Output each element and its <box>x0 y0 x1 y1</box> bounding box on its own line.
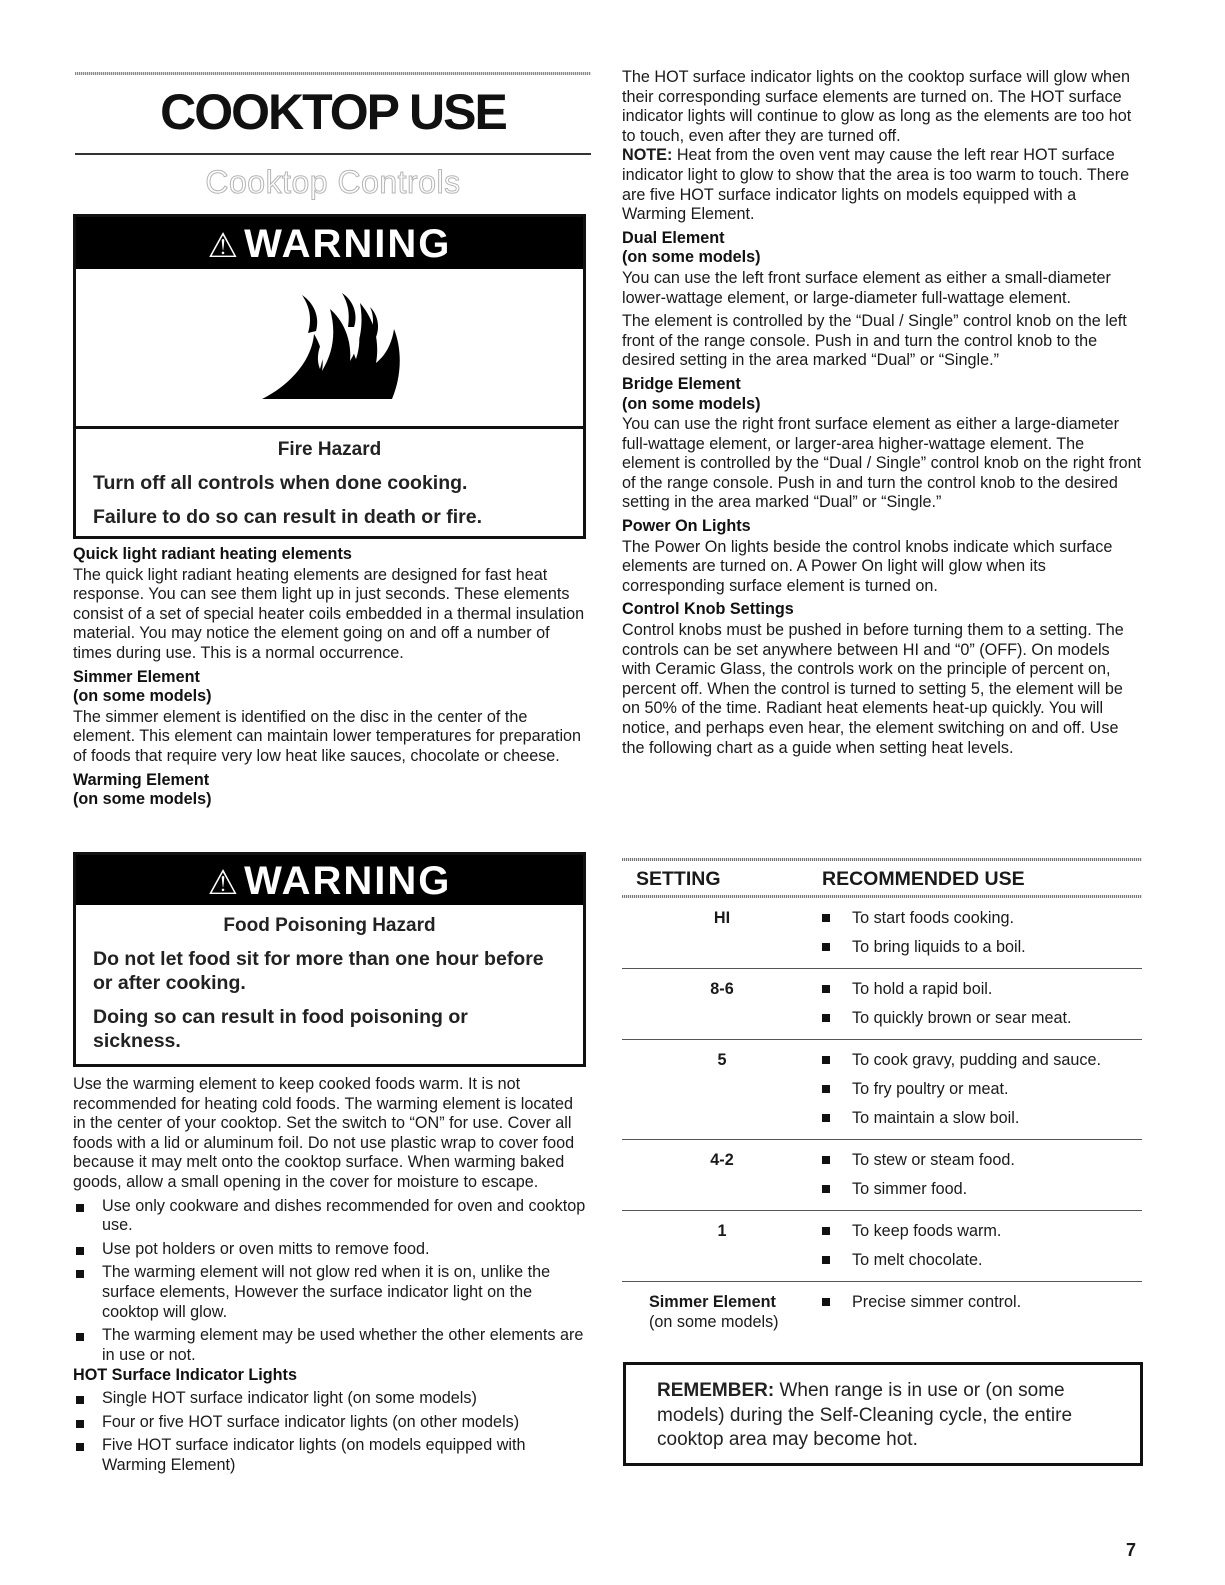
fire-warning-line-2: Failure to do so can result in death or fire. <box>93 506 482 528</box>
fire-icon <box>76 269 583 426</box>
bullet-icon <box>822 943 830 951</box>
hot-lights-heading: HOT Surface Indicator Lights <box>73 1366 297 1385</box>
note-label: NOTE: <box>622 146 673 165</box>
simmer-heading: Simmer Element <box>73 667 200 686</box>
table-row <box>622 898 1142 969</box>
dual-subheading: (on some models) <box>622 248 761 267</box>
list-item: The warming element will not glow red when it is on, unlike the surface elements, However the surface indicator light on the cooktop will glow. <box>73 1263 588 1322</box>
dual-heading: Dual Element <box>622 228 725 247</box>
warming-subheading: (on some models) <box>73 790 212 809</box>
simmer-text: The simmer element is identified on the disc in the center of the element. This element can maintain lower temperatures for preparation of foods that require very low heat like sauces, chocolate or cheese. <box>73 707 582 765</box>
food-hazard-label: Food Poisoning Hazard <box>223 915 436 936</box>
note-text: Heat from the oven vent may cause the left rear HOT surface indicator light to glow to show that the area is too warm to touch. There are five HOT surface indicator lights on models equipped with a Warming Element. <box>622 146 1130 224</box>
setting-value: 8-6 <box>710 980 734 998</box>
bridge-subheading: (on some models) <box>622 394 761 413</box>
quick-light-text: The quick light radiant heating elements are designed for fast heat response. You can see them light up in just seconds. These elements consist of a set of special heater coils embedded in a thermal insulation material. You may notice the element going on and off a number of times during use. This is a normal occurrence. <box>73 565 585 662</box>
hot-lights-text: The HOT surface indicator lights on the cooktop surface will glow when their corresponding surface elements are turned on. The HOT surface indicator lights will continue to glow as long as the elements are too hot to touch, even after they are turned off. <box>622 68 1132 145</box>
column-header-setting: SETTING <box>636 868 721 890</box>
simmer-setting-cell <box>622 1292 822 1332</box>
setting-value: 1 <box>717 1222 727 1240</box>
food-warning-title: WARNING <box>244 859 452 903</box>
setting-note: (on some models) <box>649 1313 779 1331</box>
food-warning-box <box>73 852 586 1067</box>
list-item: Single HOT surface indicator light (on some models) <box>73 1389 588 1409</box>
page-title: COOKTOP USE <box>160 84 506 140</box>
warming-bullet-list <box>73 1197 588 1366</box>
fire-icon-graphic <box>252 289 412 409</box>
remember-label: REMEMBER: <box>657 1380 775 1401</box>
fire-warning-line-1: Turn off all controls when done cooking. <box>93 472 468 494</box>
bullet-icon <box>822 1014 830 1022</box>
warning-triangle-icon: ⚠ <box>207 864 241 902</box>
list-item: Four or five HOT surface indicator lights (on other models) <box>73 1413 588 1433</box>
bullet-icon <box>822 1227 830 1235</box>
left-column-upper <box>73 545 588 810</box>
list-item: Use only cookware and dishes recommended for oven and cooktop use. <box>73 1197 588 1236</box>
remember-text: When range is in use or (on some models) during the Self-Cleaning cycle, the entire cooktop area may become hot. <box>657 1380 1073 1450</box>
recommended-use: Precise simmer control. <box>852 1293 1022 1311</box>
bullet-icon <box>822 1298 830 1306</box>
recommended-use: To start foods cooking. <box>852 909 1014 927</box>
bridge-text: You can use the right front surface element as either a large-diameter full-wattage element, or larger-area higher-wattage element. The element is controlled by the “Dual / Single” control knob on the right front of the range console. Push in and turn the control knob to the desired setting in the area marked “Dual” or “Single.” <box>622 415 1142 512</box>
left-column-lower <box>73 1075 588 1479</box>
list-item: Five HOT surface indicator lights (on models equipped with Warming Element) <box>73 1436 588 1475</box>
power-on-heading: Power On Lights <box>622 517 751 536</box>
quick-light-heading: Quick light radiant heating elements <box>73 545 352 563</box>
warming-heading: Warming Element <box>73 770 210 789</box>
recommended-use: To keep foods warm. <box>852 1222 1002 1240</box>
table-header <box>622 861 1142 895</box>
bridge-heading: Bridge Element <box>622 374 741 393</box>
warming-text: Use the warming element to keep cooked foods warm. It is not recommended for heating cold foods. The warming element is located in the center of your cooktop. Set the switch to “ON” for use. Cover all foods with a lid or aluminum foil. Do not use plastic wrap to cover food because it may melt onto the cooktop surface. When warming baked goods, allow a small opening in the cover for moisture to escape. <box>73 1075 575 1191</box>
setting-value: 4-2 <box>710 1151 734 1169</box>
bullet-icon <box>822 1056 830 1064</box>
title-rule-top <box>75 72 591 75</box>
dual-text-2: The element is controlled by the “Dual / Single” control knob on the left front of the range console. Push in and turn the control knob to the desired setting in the area marked “Dual” or “Single.” <box>622 312 1127 370</box>
bullet-icon <box>822 1256 830 1264</box>
food-warning-header <box>76 855 583 905</box>
fire-warning-header <box>76 217 583 269</box>
table-row <box>622 1211 1142 1282</box>
right-column <box>622 68 1142 762</box>
bullet-icon <box>822 1114 830 1122</box>
setting-value: 5 <box>717 1051 727 1069</box>
hot-lights-note <box>622 146 1142 224</box>
simmer-subheading: (on some models) <box>73 687 212 706</box>
bullet-icon <box>822 1085 830 1093</box>
recommended-use: To simmer food. <box>852 1180 968 1198</box>
recommended-use: To maintain a slow boil. <box>852 1109 1020 1127</box>
list-item: The warming element may be used whether the other elements are in use or not. <box>73 1326 588 1365</box>
fire-warning-title: WARNING <box>244 222 452 266</box>
recommended-use: To cook gravy, pudding and sauce. <box>852 1051 1101 1069</box>
bullet-icon <box>822 1156 830 1164</box>
knob-settings-text: Control knobs must be pushed in before turning them to a setting. The controls can be set anywhere between HI and “0” (OFF). On models with Ceramic Glass, the controls work on the principle of percent on, percent off. When the control is turned to setting 5, the element will be on 50% of the time. Radiant heat elements heat-up quickly. You will notice, and perhaps even hear, the element switching on and off. Use the following chart as a guide when setting heat levels. <box>622 621 1124 757</box>
table-row <box>622 1140 1142 1211</box>
table-row <box>622 1040 1142 1140</box>
page-number: 7 <box>1126 1540 1137 1560</box>
fire-warning-separator <box>76 426 583 429</box>
warning-triangle-icon: ⚠ <box>207 227 241 265</box>
bullet-icon <box>822 985 830 993</box>
recommended-use: To hold a rapid boil. <box>852 980 993 998</box>
title-rule-bottom <box>75 153 591 155</box>
bullet-icon <box>822 914 830 922</box>
recommended-use: To stew or steam food. <box>852 1151 1015 1169</box>
recommended-use: To melt chocolate. <box>852 1251 983 1269</box>
fire-hazard-label: Fire Hazard <box>277 439 382 460</box>
recommended-use: To bring liquids to a boil. <box>852 938 1026 956</box>
recommended-use: To fry poultry or meat. <box>852 1080 1009 1098</box>
table-row <box>622 1282 1142 1338</box>
knob-settings-heading: Control Knob Settings <box>622 600 794 619</box>
bullet-icon <box>822 1185 830 1193</box>
list-item: Use pot holders or oven mitts to remove food. <box>73 1240 588 1260</box>
power-on-text: The Power On lights beside the control knobs indicate which surface elements are turned on. A Power On light will glow when its corresponding surface element is turned on. <box>622 537 1113 595</box>
hot-lights-bullet-list <box>73 1389 588 1475</box>
fire-warning-box <box>73 214 586 539</box>
remember-box <box>623 1362 1143 1466</box>
setting-value: Simmer Element <box>649 1293 776 1311</box>
food-warning-line-1: Do not let food sit for more than one hour before or after cooking. <box>93 948 544 994</box>
section-heading: Cooktop Controls <box>205 164 461 200</box>
recommended-use: To quickly brown or sear meat. <box>852 1009 1072 1027</box>
dual-text-1: You can use the left front surface element as either a small-diameter lower-wattage element, or large-diameter full-wattage element. <box>622 268 1111 307</box>
settings-table <box>622 858 1142 1338</box>
table-row <box>622 969 1142 1040</box>
column-header-use: RECOMMENDED USE <box>822 868 1025 890</box>
setting-value: HI <box>713 909 731 927</box>
food-warning-line-2: Doing so can result in food poisoning or sickness. <box>93 1006 468 1052</box>
